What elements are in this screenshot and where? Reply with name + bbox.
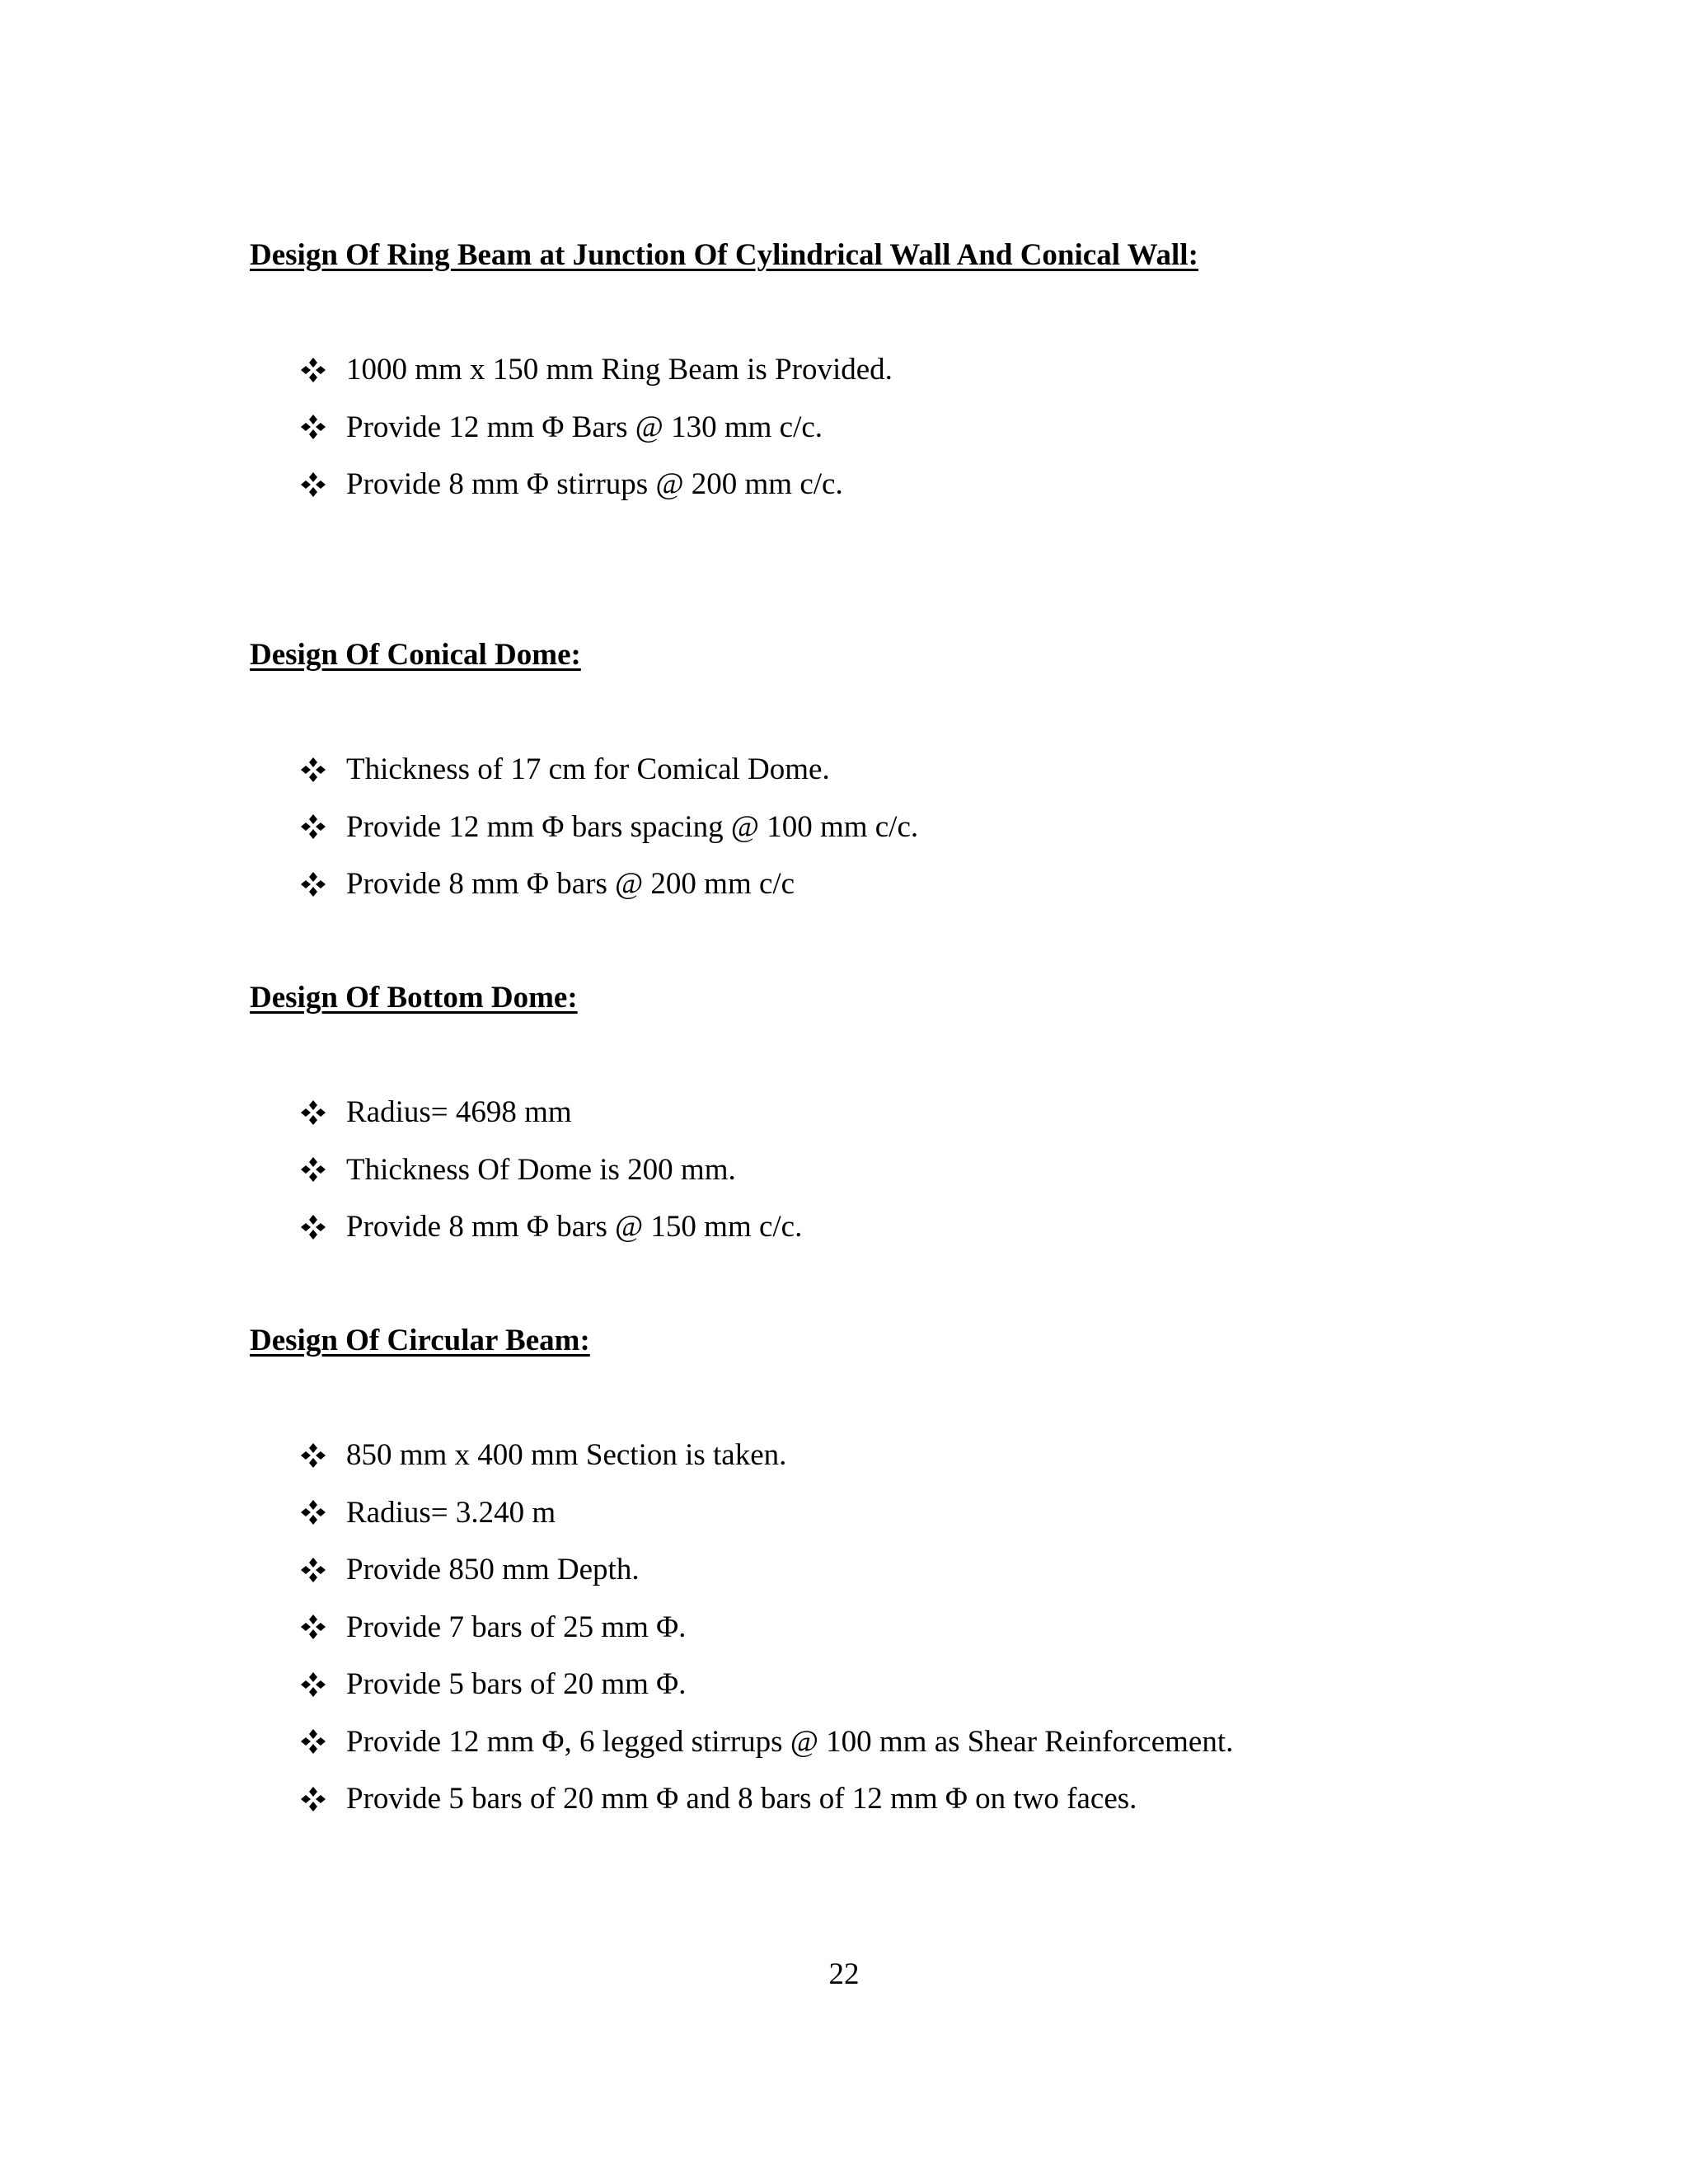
list-item-text: Radius= 3.240 m — [346, 1495, 556, 1530]
list-item — [300, 1141, 802, 1199]
list-item-text: Radius= 4698 mm — [346, 1095, 572, 1130]
list-item-text: Provide 8 mm Φ bars @ 150 mm c/c. — [346, 1210, 803, 1244]
list-item — [300, 1084, 802, 1141]
four-diamond-bullet-icon — [300, 414, 326, 440]
bullet-list — [300, 1084, 802, 1256]
four-diamond-bullet-icon — [300, 1214, 326, 1240]
list-item — [300, 1541, 1233, 1599]
four-diamond-bullet-icon — [300, 1442, 326, 1469]
list-item — [300, 1599, 1233, 1657]
four-diamond-bullet-icon — [300, 871, 326, 898]
page-number: 22 — [828, 1957, 860, 1991]
four-diamond-bullet-icon — [300, 1156, 326, 1183]
four-diamond-bullet-icon — [300, 357, 326, 383]
section-heading: Design Of Bottom Dome: — [250, 981, 578, 1015]
four-diamond-bullet-icon — [300, 1786, 326, 1812]
list-item-text: Provide 12 mm Φ Bars @ 130 mm c/c. — [346, 410, 823, 444]
list-item-text: Thickness Of Dome is 200 mm. — [346, 1152, 736, 1187]
list-item — [300, 1770, 1233, 1828]
list-item-text: Provide 5 bars of 20 mm Φ and 8 bars of 12 mm Φ on two faces. — [346, 1782, 1137, 1816]
section-heading: Design Of Ring Beam at Junction Of Cylindrical Wall And Conical Wall: — [250, 238, 1198, 272]
list-item — [300, 341, 893, 399]
list-item — [300, 399, 893, 457]
list-item — [300, 855, 918, 913]
bullet-list — [300, 341, 893, 513]
section-heading: Design Of Conical Dome: — [250, 638, 581, 672]
bullet-list — [300, 1427, 1233, 1828]
four-diamond-bullet-icon — [300, 1614, 326, 1640]
list-item — [300, 456, 893, 513]
list-item-text: Provide 12 mm Φ, 6 legged stirrups @ 100 mm as Shear Reinforcement. — [346, 1724, 1234, 1759]
list-item-text: Provide 8 mm Φ bars @ 200 mm c/c — [346, 867, 795, 902]
section-heading: Design Of Circular Beam: — [250, 1324, 590, 1357]
list-item-text: 850 mm x 400 mm Section is taken. — [346, 1438, 787, 1473]
four-diamond-bullet-icon — [300, 1728, 326, 1755]
list-item-text: Thickness of 17 cm for Comical Dome. — [346, 752, 830, 787]
bullet-list — [300, 741, 918, 913]
list-item-text: Provide 12 mm Φ bars spacing @ 100 mm c/c. — [346, 809, 919, 844]
four-diamond-bullet-icon — [300, 1099, 326, 1126]
four-diamond-bullet-icon — [300, 813, 326, 840]
list-item — [300, 1198, 802, 1256]
four-diamond-bullet-icon — [300, 471, 326, 498]
four-diamond-bullet-icon — [300, 1557, 326, 1583]
list-item — [300, 741, 918, 799]
list-item — [300, 1713, 1233, 1771]
list-item — [300, 1484, 1233, 1542]
list-item-text: 1000 mm x 150 mm Ring Beam is Provided. — [346, 353, 893, 387]
list-item-text: Provide 850 mm Depth. — [346, 1553, 640, 1587]
list-item — [300, 1427, 1233, 1484]
list-item-text: Provide 5 bars of 20 mm Φ. — [346, 1667, 687, 1702]
list-item-text: Provide 8 mm Φ stirrups @ 200 mm c/c. — [346, 467, 843, 502]
list-item — [300, 799, 918, 856]
four-diamond-bullet-icon — [300, 757, 326, 783]
list-item-text: Provide 7 bars of 25 mm Φ. — [346, 1610, 687, 1644]
four-diamond-bullet-icon — [300, 1499, 326, 1526]
four-diamond-bullet-icon — [300, 1671, 326, 1698]
list-item — [300, 1656, 1233, 1713]
